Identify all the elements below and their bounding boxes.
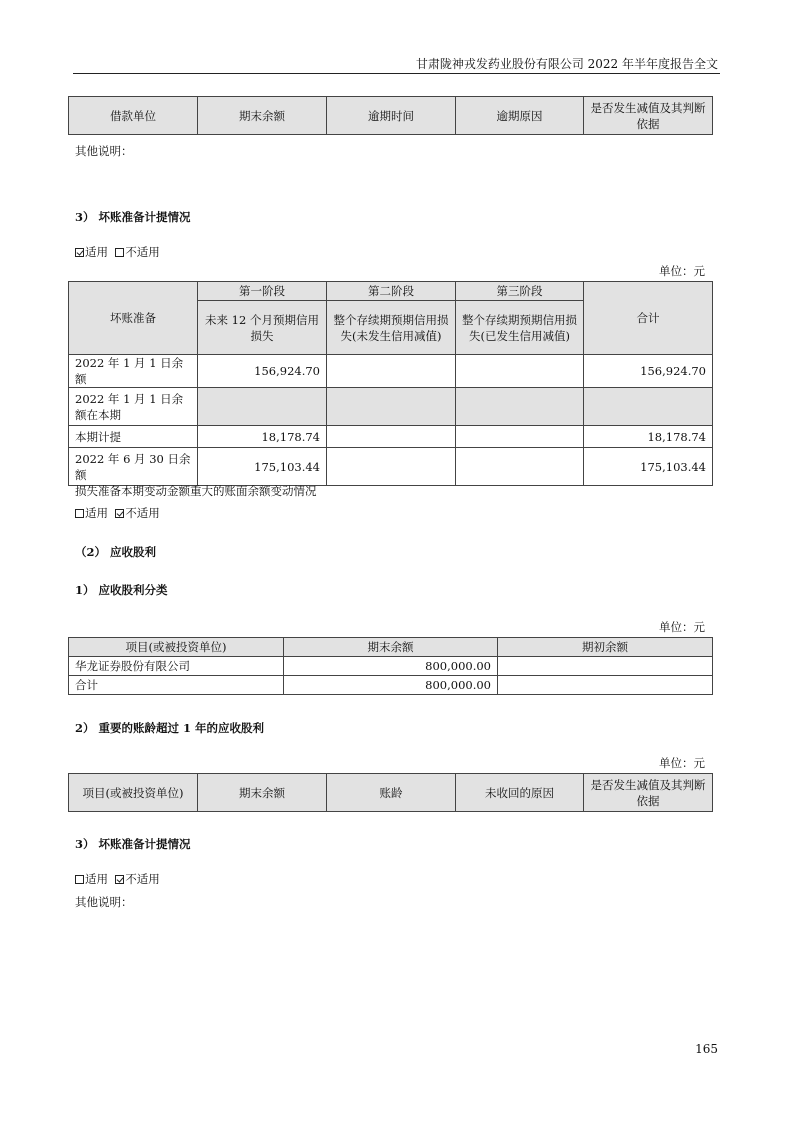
header-cell: 是否发生减值及其判断依据 bbox=[584, 97, 713, 135]
item-cell: 合计 bbox=[69, 676, 284, 695]
table-row bbox=[69, 657, 713, 676]
stage2-value bbox=[327, 355, 456, 388]
table-header-row bbox=[69, 282, 713, 301]
aged-dividends-table bbox=[68, 773, 713, 812]
header-cell: 项目(或被投资单位) bbox=[69, 638, 284, 657]
applicable-label: 适用 bbox=[85, 245, 108, 259]
section-heading: 1） 应收股利分类 bbox=[75, 583, 168, 597]
table-row bbox=[69, 676, 713, 695]
header-cell: 期初余额 bbox=[498, 638, 713, 657]
header-cell: 逾期时间 bbox=[327, 97, 456, 135]
stage1-header-cell: 第一阶段 bbox=[198, 282, 327, 301]
header-rule bbox=[73, 73, 720, 74]
total-value bbox=[584, 388, 713, 426]
section-heading: 2） 重要的账龄超过 1 年的应收股利 bbox=[75, 721, 265, 735]
row-label: 2022 年 6 月 30 日余额 bbox=[69, 448, 198, 486]
stage1-value: 156,924.70 bbox=[198, 355, 327, 388]
header-cell: 期末余额 bbox=[284, 638, 498, 657]
table-header-row bbox=[69, 97, 713, 135]
table-row bbox=[69, 355, 713, 388]
stage1-value: 175,103.44 bbox=[198, 448, 327, 486]
total-value: 156,924.70 bbox=[584, 355, 713, 388]
stage1-desc-cell: 未来 12 个月预期信用损失 bbox=[198, 301, 327, 355]
applicable-checkbox[interactable] bbox=[75, 248, 84, 257]
not-applicable-label: 不适用 bbox=[125, 506, 160, 520]
stage1-value bbox=[198, 388, 327, 426]
header-cell: 借款单位 bbox=[69, 97, 198, 135]
corner-header-cell: 坏账准备 bbox=[69, 282, 198, 355]
header-cell: 项目(或被投资单位) bbox=[69, 774, 198, 812]
not-applicable-checkbox[interactable] bbox=[115, 248, 124, 257]
row-label: 本期计提 bbox=[69, 426, 198, 448]
total-value: 175,103.44 bbox=[584, 448, 713, 486]
ending-balance-cell: 800,000.00 bbox=[284, 657, 498, 676]
not-applicable-label: 不适用 bbox=[125, 245, 160, 259]
overdue-loans-table bbox=[68, 96, 713, 135]
header-cell: 未收回的原因 bbox=[456, 774, 584, 812]
other-note: 其他说明： bbox=[75, 144, 133, 158]
header-cell: 期末余额 bbox=[198, 774, 327, 812]
unit-label: 单位：元 bbox=[659, 756, 705, 770]
applicability-checkboxes bbox=[75, 244, 160, 260]
section-heading: 3） 坏账准备计提情况 bbox=[75, 210, 191, 224]
stage2-value bbox=[327, 388, 456, 426]
dividends-receivable-table bbox=[68, 637, 713, 695]
stage3-value bbox=[456, 388, 584, 426]
other-note: 其他说明： bbox=[75, 895, 133, 909]
stage1-value: 18,178.74 bbox=[198, 426, 327, 448]
applicable-label: 适用 bbox=[85, 506, 108, 520]
applicable-label: 适用 bbox=[85, 872, 108, 886]
header-cell: 逾期原因 bbox=[456, 97, 584, 135]
total-header-cell: 合计 bbox=[584, 282, 713, 355]
not-applicable-checkbox[interactable] bbox=[115, 509, 124, 518]
total-value: 18,178.74 bbox=[584, 426, 713, 448]
table-row bbox=[69, 426, 713, 448]
stage3-desc-cell: 整个存续期预期信用损失(已发生信用减值) bbox=[456, 301, 584, 355]
stage2-value bbox=[327, 448, 456, 486]
applicable-checkbox[interactable] bbox=[75, 509, 84, 518]
stage3-value bbox=[456, 355, 584, 388]
section-heading: 3） 坏账准备计提情况 bbox=[75, 837, 191, 851]
row-label: 2022 年 1 月 1 日余额在本期 bbox=[69, 388, 198, 426]
report-header-title: 甘肃陇神戎发药业股份有限公司 2022 年半年度报告全文 bbox=[415, 57, 718, 71]
opening-balance-cell bbox=[498, 657, 713, 676]
table-row bbox=[69, 388, 713, 426]
applicability-checkboxes bbox=[75, 871, 160, 887]
header-cell: 期末余额 bbox=[198, 97, 327, 135]
stage2-value bbox=[327, 426, 456, 448]
header-cell: 账龄 bbox=[327, 774, 456, 812]
bad-debt-provision-table bbox=[68, 281, 713, 486]
stage2-desc-cell: 整个存续期预期信用损失(未发生信用减值) bbox=[327, 301, 456, 355]
unit-label: 单位：元 bbox=[659, 264, 705, 278]
not-applicable-checkbox[interactable] bbox=[115, 875, 124, 884]
applicable-checkbox[interactable] bbox=[75, 875, 84, 884]
applicability-checkboxes bbox=[75, 505, 160, 521]
row-label: 2022 年 1 月 1 日余额 bbox=[69, 355, 198, 388]
section-heading: （2） 应收股利 bbox=[75, 545, 157, 559]
page-number: 165 bbox=[695, 1042, 718, 1056]
item-cell: 华龙证券股份有限公司 bbox=[69, 657, 284, 676]
table-header-row bbox=[69, 638, 713, 657]
stage3-value bbox=[456, 448, 584, 486]
header-cell: 是否发生减值及其判断依据 bbox=[584, 774, 713, 812]
table-header-row bbox=[69, 774, 713, 812]
stage3-value bbox=[456, 426, 584, 448]
stage2-header-cell: 第二阶段 bbox=[327, 282, 456, 301]
ending-balance-cell: 800,000.00 bbox=[284, 676, 498, 695]
opening-balance-cell bbox=[498, 676, 713, 695]
not-applicable-label: 不适用 bbox=[125, 872, 160, 886]
stage3-header-cell: 第三阶段 bbox=[456, 282, 584, 301]
loss-provision-note: 损失准备本期变动金额重大的账面余额变动情况 bbox=[75, 484, 317, 498]
unit-label: 单位：元 bbox=[659, 620, 705, 634]
table-row bbox=[69, 448, 713, 486]
